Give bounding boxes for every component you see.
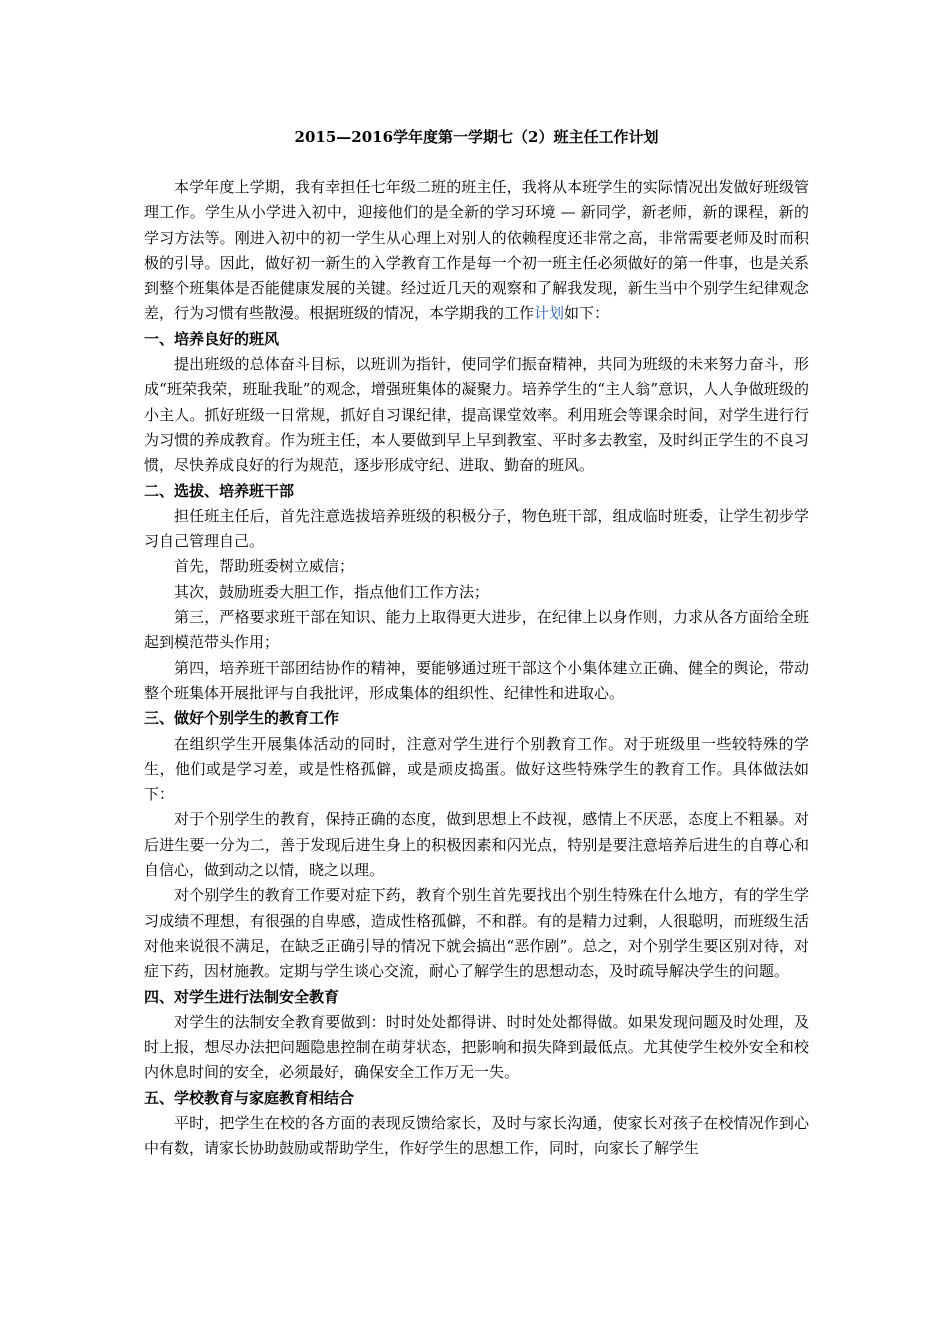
section-heading-2: 二、选拔、培养班干部 [144,481,295,500]
section-2-paragraph-2: 首先，帮助班委树立威信； [174,557,355,576]
intro-text: 本学年度上学期，我有幸担任七年级二班的班主任，我将从本班学生的实际情况出发做好班级管理工作。学生从小学进入初中，迎接他们的是全新的学习环境 — 新同学，新老师，新的课程，新的学习方法等。刚进入初中的初一学生从心理上对别人的依赖程度还非常之高，非常需要老师及时而积极的引导。因此，做好初一新生的入学教育工作是每一个初一班主任必须做好的第一件事，也是关系到整个班集体是否能健康发展的关键。经过近几天的观察和了解我发现，新生当中个别学生纪律观念差，行为习惯有些散漫。根据班级的情况，本学期我的工作 [144,178,809,323]
section-2-paragraph-4: 第三，严格要求班干部在知识、能力上取得更大进步，在纪律上以身作则，力求从各方面给全班起到模范带头作用； [144,608,809,652]
section-3-paragraph-2: 对于个别学生的教育，保持正确的态度，做到思想上不歧视，感情上不厌恶，态度上不粗暴。对后进生要一分为二，善于发现后进生身上的积极因素和闪光点，特别是要注意培养后进生的自尊心和自信心，做到动之以情，晓之以理。 [144,810,809,880]
section-1-paragraph-1: 提出班级的总体奋斗目标，以班训为指针，使同学们振奋精神，共同为班级的未来努力奋斗，形成“班荣我荣，班耻我耻”的观念，增强班集体的凝聚力。培养学生的“主人翁”意识，人人争做班级的小主人。抓好班级一日常规，抓好自习课纪律，提高课堂效率。利用班会等课余时间，对学生进行行为习惯的养成教育。作为班主任，本人要做到早上早到教室、平时多去教室，及时纠正学生的不良习惯，尽快养成良好的行为规范，逐步形成守纪、进取、勤奋的班风。 [144,355,809,475]
section-heading-1: 一、培养良好的班风 [144,329,280,348]
section-4-paragraph-1: 对学生的法制安全教育要做到：时时处处都得讲、时时处处都得做。如果发现问题及时处理，及时上报，想尽办法把问题隐患控制在萌芽状态，把影响和损失降到最低点。尤其使学生校外安全和校内休息时间的安全，必须最好，确保安全工作万无一失。 [144,1012,809,1082]
section-3-paragraph-3: 对个别学生的教育工作要对症下药，教育个别生首先要找出个别生特殊在什么地方，有的学生学习成绩不理想，有很强的自卑感，造成性格孤僻，不和群。有的是精力过剩，人很聪明，而班级生活对他来说很不满足，在缺乏正确引导的情况下就会搞出“恶作剧”。总之，对个别学生要区别对待，对症下药，因材施教。定期与学生谈心交流，耐心了解学生的思想动态，及时疏导解决学生的问题。 [144,886,809,981]
section-heading-3: 三、做好个别学生的教育工作 [144,709,340,728]
section-3-paragraph-1: 在组织学生开展集体活动的同时，注意对学生进行个别教育工作。对于班级里一些较特殊的学生，他们或是学习差，或是性格孤僻，或是顽皮捣蛋。做好这些特殊学生的教育工作。具体做法如下： [144,734,809,804]
section-heading-5: 五、学校教育与家庭教育相结合 [144,1088,355,1107]
section-heading-4: 四、对学生进行法制安全教育 [144,987,340,1006]
section-2-paragraph-1: 担任班主任后，首先注意选拔培养班级的积极分子，物色班干部，组成临时班委，让学生初步学习自己管理自己。 [144,506,809,551]
section-2-paragraph-3: 其次，鼓励班委大胆工作，指点他们工作方法； [174,582,490,601]
section-5-paragraph-1: 平时，把学生在校的各方面的表现反馈给家长，及时与家长沟通，使家长对孩子在校情况作到心中有数，请家长协助鼓励或帮助学生，作好学生的思想工作，同时，向家长了解学生 [144,1113,809,1158]
document-page [144,127,809,1162]
section-2-paragraph-5: 第四，培养班干部团结协作的精神，要能够通过班干部这个小集体建立正确、健全的舆论，带动整个班集体开展批评与自我批评，形成集体的组织性、纪律性和进取心。 [144,658,809,702]
intro-text-end: 如下： [564,304,610,323]
intro-paragraph [144,175,809,327]
document-title: 2015—2016学年度第一学期七（2）班主任工作计划 [294,128,659,146]
plan-link[interactable]: 计划 [534,304,565,323]
